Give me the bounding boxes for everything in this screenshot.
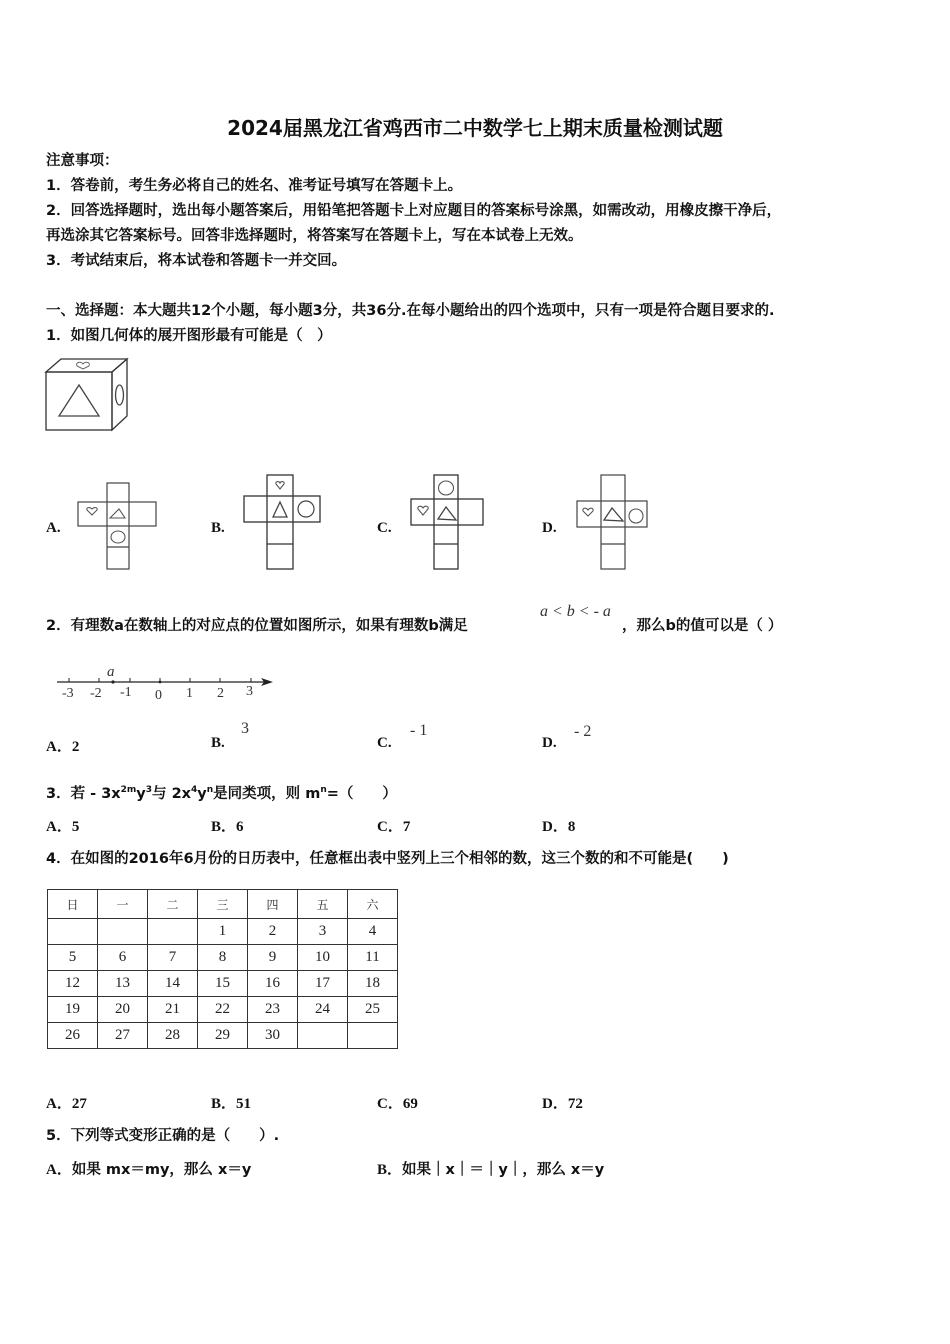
q1-option-c-label: C. bbox=[377, 520, 392, 536]
calendar-table bbox=[47, 889, 398, 1049]
calendar-cell: 11 bbox=[348, 945, 398, 971]
q3-exp5: n bbox=[320, 785, 327, 795]
q3-prefix: 3．若 - 3x bbox=[46, 786, 121, 802]
q5-option-b-label: B． bbox=[377, 1162, 403, 1178]
q2-option-a-label: A． bbox=[46, 739, 72, 755]
calendar-cell: 6 bbox=[98, 945, 148, 971]
q5-option-b[interactable] bbox=[377, 1160, 604, 1180]
net-a-figure[interactable] bbox=[77, 482, 159, 570]
calendar-header-cell: 一 bbox=[98, 890, 148, 919]
q2-option-b-label[interactable]: B. bbox=[211, 735, 225, 751]
page-title: 2024届黑龙江省鸡西市二中数学七上期末质量检测试题 bbox=[227, 116, 723, 140]
calendar-row bbox=[48, 919, 398, 945]
cube-figure bbox=[45, 358, 135, 433]
calendar-cell: 5 bbox=[48, 945, 98, 971]
notice-item-2: 2．回答选择题时，选出每小题答案后，用铅笔把答题卡上对应题目的答案标号涂黑，如需改动，用橡皮擦干净后， bbox=[46, 203, 782, 219]
calendar-cell: 21 bbox=[148, 997, 198, 1023]
q1-option-b-label: B. bbox=[211, 520, 225, 536]
calendar-cell: 10 bbox=[298, 945, 348, 971]
calendar-header-cell: 四 bbox=[248, 890, 298, 919]
q2-stem-before: 2．有理数a在数轴上的对应点的位置如图所示，如果有理数b满足 bbox=[46, 618, 468, 634]
calendar-cell: 17 bbox=[298, 971, 348, 997]
q4-option-c[interactable] bbox=[377, 1092, 418, 1113]
calendar-cell: 7 bbox=[148, 945, 198, 971]
q2-option-c-value: - 1 bbox=[410, 722, 428, 739]
calendar-row bbox=[48, 997, 398, 1023]
calendar-cell: 3 bbox=[298, 919, 348, 945]
question-5-stem: 5．下列等式变形正确的是（ ）. bbox=[46, 1128, 280, 1144]
q3-exp4: n bbox=[206, 785, 214, 795]
q4-option-b[interactable] bbox=[211, 1092, 251, 1113]
q4-option-c-label: C． bbox=[377, 1096, 403, 1112]
calendar-cell: 8 bbox=[198, 945, 248, 971]
notice-heading: 注意事项： bbox=[46, 153, 119, 169]
q2-option-b-value: 3 bbox=[241, 720, 249, 737]
calendar-cell: 20 bbox=[98, 997, 148, 1023]
q3-option-d-value: 8 bbox=[567, 819, 576, 835]
tick-label-3: 3 bbox=[246, 684, 253, 699]
net-d-figure[interactable] bbox=[576, 474, 650, 570]
calendar-cell: 4 bbox=[348, 919, 398, 945]
calendar-cell: 27 bbox=[98, 1023, 148, 1049]
q2-option-a-value: 2 bbox=[71, 739, 80, 755]
q2-option-a[interactable] bbox=[46, 735, 79, 756]
calendar-cell: 23 bbox=[248, 997, 298, 1023]
calendar-cell: 28 bbox=[148, 1023, 198, 1049]
calendar-row bbox=[48, 945, 398, 971]
calendar-header-row bbox=[48, 890, 398, 919]
q3-mid2: 与 2x bbox=[152, 786, 192, 802]
number-line bbox=[55, 664, 275, 704]
calendar-cell bbox=[148, 919, 198, 945]
q4-option-b-label: B． bbox=[211, 1096, 237, 1112]
q2-option-d-label[interactable]: D. bbox=[542, 735, 557, 751]
tick-label-2: 2 bbox=[217, 686, 224, 701]
q3-mid4: 是同类项，则 m bbox=[213, 786, 321, 802]
calendar-cell: 15 bbox=[198, 971, 248, 997]
question-2-stem bbox=[46, 616, 468, 636]
calendar-cell: 25 bbox=[348, 997, 398, 1023]
section-heading: 一、选择题：本大题共12个小题，每小题3分，共36分.在每小题给出的四个选项中，只有一项是符合题目要求的. bbox=[46, 303, 775, 319]
q1-option-d-label: D. bbox=[542, 520, 557, 536]
q4-option-d[interactable] bbox=[542, 1092, 583, 1113]
tick-label-neg3: -3 bbox=[62, 686, 74, 701]
q2-option-d-value: - 2 bbox=[574, 723, 592, 740]
notice-item-2-cont: 再选涂其它答案标号。回答非选择题时，将答案写在答题卡上，写在本试卷上无效。 bbox=[46, 228, 583, 244]
question-1-stem: 1．如图几何体的展开图形最有可能是（ ） bbox=[46, 328, 332, 344]
q4-option-d-value: 72 bbox=[567, 1096, 583, 1112]
calendar-cell: 18 bbox=[348, 971, 398, 997]
calendar-row bbox=[48, 1023, 398, 1049]
tick-label-neg2: -2 bbox=[90, 686, 102, 701]
q3-mid3: y bbox=[197, 786, 207, 802]
question-4-stem: 4．在如图的2016年6月份的日历表中，任意框出表中竖列上三个相邻的数，这三个数的和不可能是( ) bbox=[46, 851, 729, 867]
q5-option-a-label: A． bbox=[46, 1162, 72, 1178]
q3-option-b-value: 6 bbox=[236, 819, 244, 835]
q3-exp2: 3 bbox=[145, 785, 153, 795]
q4-option-b-value: 51 bbox=[236, 1096, 252, 1112]
calendar-cell: 22 bbox=[198, 997, 248, 1023]
q3-mid1: y bbox=[136, 786, 146, 802]
calendar-cell bbox=[48, 919, 98, 945]
calendar-cell: 16 bbox=[248, 971, 298, 997]
calendar-header-cell: 日 bbox=[48, 890, 98, 919]
q3-option-c[interactable] bbox=[377, 815, 410, 836]
tick-label-neg1: -1 bbox=[120, 685, 132, 700]
q3-option-a[interactable] bbox=[46, 815, 79, 836]
calendar-cell: 14 bbox=[148, 971, 198, 997]
notice-item-1: 1．答卷前，考生务必将自己的姓名、准考证号填写在答题卡上。 bbox=[46, 178, 463, 194]
q3-option-d[interactable] bbox=[542, 815, 575, 836]
calendar-cell: 26 bbox=[48, 1023, 98, 1049]
q4-option-a[interactable] bbox=[46, 1092, 87, 1113]
q3-option-d-label: D． bbox=[542, 819, 568, 835]
calendar-cell bbox=[348, 1023, 398, 1049]
point-a-label: a bbox=[107, 664, 115, 680]
notice-item-3: 3．考试结束后，将本试卷和答题卡一并交回。 bbox=[46, 253, 347, 269]
calendar-header-cell: 五 bbox=[298, 890, 348, 919]
calendar-cell: 1 bbox=[198, 919, 248, 945]
calendar-row bbox=[48, 971, 398, 997]
q3-exp3: 4 bbox=[191, 785, 198, 795]
calendar-header-cell: 三 bbox=[198, 890, 248, 919]
q3-exp1: 2m bbox=[120, 785, 137, 795]
calendar-cell bbox=[298, 1023, 348, 1049]
q4-option-a-value: 27 bbox=[71, 1096, 87, 1112]
q3-suffix: =（ ） bbox=[326, 786, 397, 802]
q4-option-c-value: 69 bbox=[402, 1096, 418, 1112]
calendar-cell: 19 bbox=[48, 997, 98, 1023]
q2-option-c-label[interactable]: C. bbox=[377, 735, 392, 751]
calendar-cell: 2 bbox=[248, 919, 298, 945]
q2-stem-after: ，那么b的值可以是（ ） bbox=[622, 618, 783, 634]
q5-option-a-value: 如果 mx＝my，那么 x＝y bbox=[71, 1162, 252, 1178]
q3-option-c-label: C． bbox=[377, 819, 403, 835]
tick-label-1: 1 bbox=[186, 686, 193, 701]
q1-option-a-label: A. bbox=[46, 520, 61, 536]
q3-option-c-value: 7 bbox=[402, 819, 411, 835]
calendar-header-cell: 六 bbox=[348, 890, 398, 919]
calendar-cell: 9 bbox=[248, 945, 298, 971]
q5-option-a[interactable] bbox=[46, 1160, 251, 1180]
q2-inequality: a < b < - a bbox=[540, 603, 611, 620]
tick-label-0: 0 bbox=[155, 688, 162, 703]
calendar-header-cell: 二 bbox=[148, 890, 198, 919]
calendar-cell: 29 bbox=[198, 1023, 248, 1049]
question-3-stem bbox=[46, 780, 397, 804]
calendar-cell: 24 bbox=[298, 997, 348, 1023]
q4-option-d-label: D． bbox=[542, 1096, 568, 1112]
calendar-cell: 13 bbox=[98, 971, 148, 997]
q3-option-a-value: 5 bbox=[71, 819, 80, 835]
net-b-figure[interactable] bbox=[243, 474, 323, 570]
q3-option-b-label: B． bbox=[211, 819, 237, 835]
net-c-figure[interactable] bbox=[410, 474, 486, 570]
q4-option-a-label: A． bbox=[46, 1096, 72, 1112]
q3-option-b[interactable] bbox=[211, 815, 244, 836]
calendar-cell: 12 bbox=[48, 971, 98, 997]
calendar-cell bbox=[98, 919, 148, 945]
q5-option-b-value: 如果｜x｜＝｜y｜，那么 x＝y bbox=[402, 1162, 605, 1178]
q3-option-a-label: A． bbox=[46, 819, 72, 835]
calendar-cell: 30 bbox=[248, 1023, 298, 1049]
